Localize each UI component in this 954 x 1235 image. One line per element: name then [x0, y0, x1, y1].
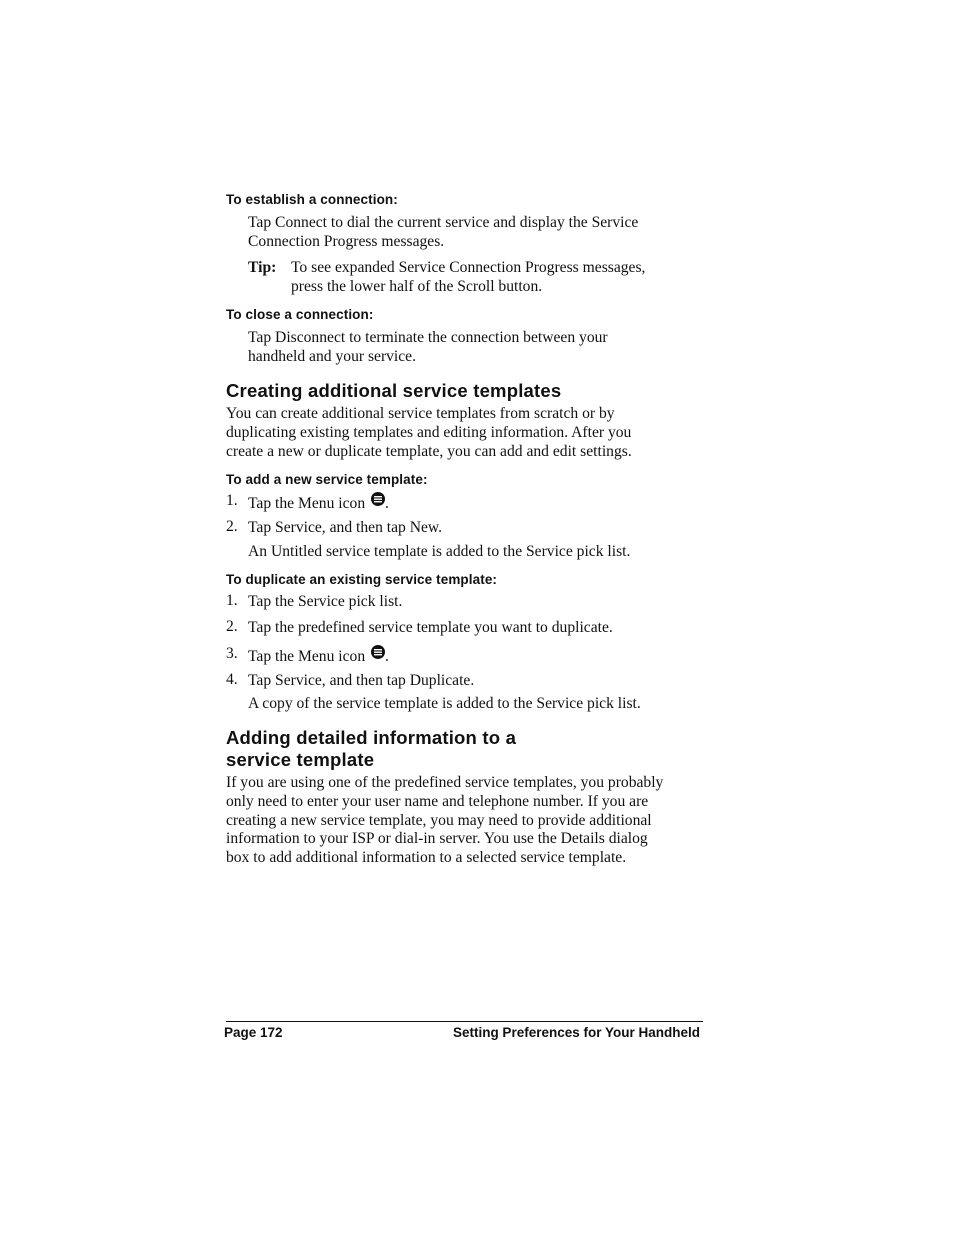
step-text: Tap Service, and then tap Duplicate. [248, 672, 475, 689]
text-line: create a new or duplicate template, you can add and edit settings. [226, 443, 632, 460]
procedure-heading-add-new: To add a new service template: [226, 472, 428, 487]
step-number: 2. [226, 518, 238, 535]
step-number: 1. [226, 492, 238, 509]
text-line: Connection Progress messages. [248, 233, 445, 250]
text-line: You can create additional service templates from scratch or by [226, 405, 615, 422]
text-line: If you are using one of the predefined service templates, you probably [226, 774, 664, 791]
text-line: To see expanded Service Connection Progress messages, [291, 259, 646, 276]
step-label: Tap the Menu icon [248, 648, 366, 665]
text-line: box to add additional information to a selected service template. [226, 849, 627, 867]
creating-paragraph [226, 404, 632, 461]
procedure-heading-establish: To establish a connection: [226, 192, 398, 207]
text-line: Tap Disconnect to terminate the connection between your [248, 329, 608, 346]
establish-paragraph [248, 213, 638, 251]
text-line: duplicating existing templates and editing information. After you [226, 424, 632, 441]
text-line: Tap Connect to dial the current service and display the Service [248, 214, 639, 231]
text-line: information to your ISP or dial-in server. You use the Details dialog [226, 830, 648, 848]
step-punctuation: . [385, 648, 389, 665]
adding-paragraph [226, 774, 663, 868]
section-heading-adding [226, 727, 516, 771]
tip-text [291, 258, 645, 296]
tip-label: Tip: [248, 259, 277, 276]
step-text [248, 645, 389, 666]
heading-line: Adding detailed information to a [226, 727, 517, 748]
text-line: handheld and your service. [248, 348, 417, 365]
procedure-heading-close: To close a connection: [226, 307, 374, 322]
step-number: 3. [226, 645, 238, 662]
step-result: A copy of the service template is added to the Service pick list. [248, 695, 641, 712]
text-line: creating a new service template, you may need to provide additional [226, 811, 652, 829]
menu-icon [371, 645, 385, 659]
step-text [248, 492, 389, 513]
text-line: only need to enter your user name and telephone number. If you are [226, 792, 649, 810]
step-number: 2. [226, 618, 238, 635]
step-number: 1. [226, 592, 238, 609]
menu-icon [371, 492, 385, 506]
section-heading-creating: Creating additional service templates [226, 380, 562, 401]
page-number: Page 172 [224, 1025, 283, 1040]
step-text: Tap the Service pick list. [248, 593, 403, 610]
footer-rule [226, 1021, 703, 1022]
step-text: Tap Service, and then tap New. [248, 519, 443, 536]
heading-line: service template [226, 749, 375, 770]
step-label: Tap the Menu icon [248, 495, 366, 512]
step-result: An Untitled service template is added to the Service pick list. [248, 543, 631, 560]
text-line: press the lower half of the Scroll button. [291, 278, 543, 295]
close-paragraph [248, 328, 608, 366]
procedure-heading-duplicate: To duplicate an existing service template: [226, 572, 498, 587]
chapter-title: Setting Preferences for Your Handheld [452, 1025, 700, 1040]
step-punctuation: . [385, 495, 389, 512]
step-number: 4. [226, 671, 238, 688]
step-text: Tap the predefined service template you want to duplicate. [248, 619, 613, 636]
